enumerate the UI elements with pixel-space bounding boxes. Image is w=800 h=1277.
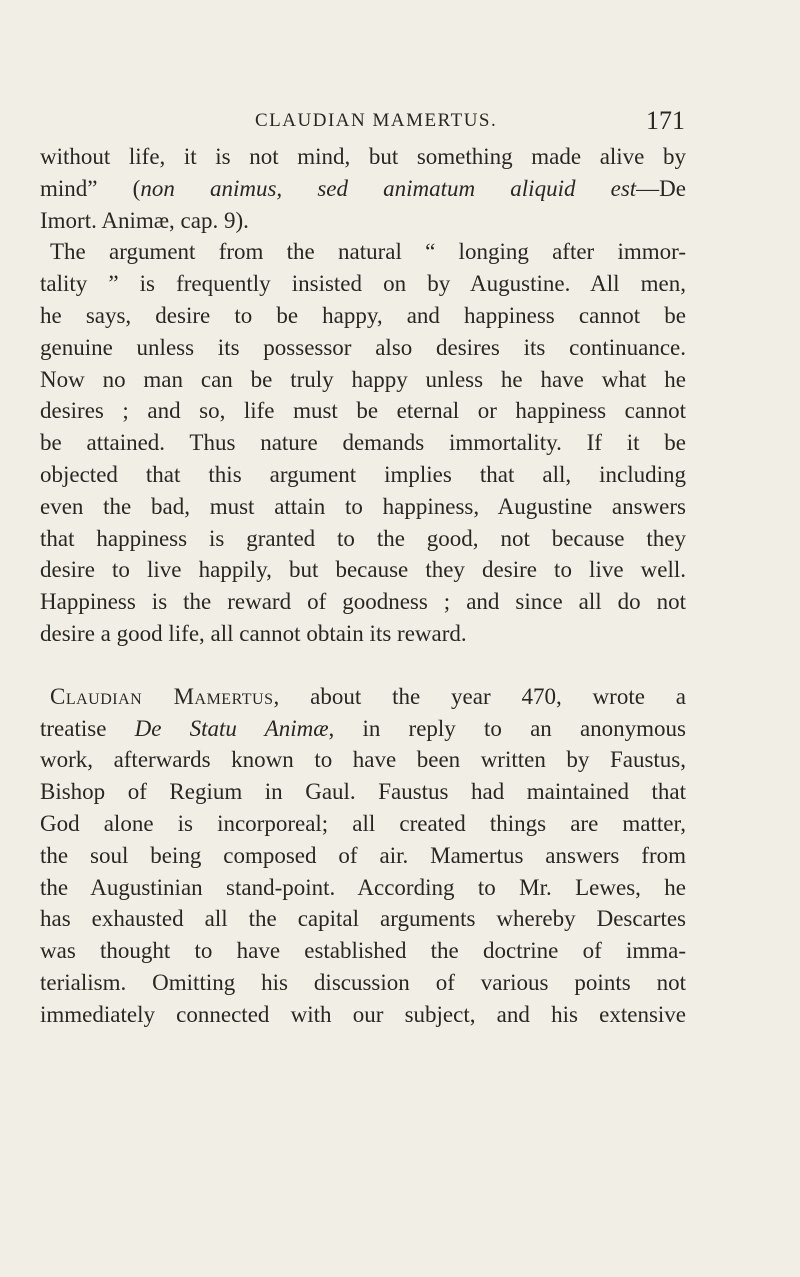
text-fragment: —De — [636, 175, 686, 201]
text-line: desires ; and so, life must be eternal or happiness cannot — [40, 398, 686, 424]
text-line — [40, 173, 686, 205]
page-number: 171 — [646, 106, 685, 135]
text-line: The argument from the natural “ longing after immor- — [50, 239, 686, 265]
text-fragment: mind” ( — [40, 175, 141, 201]
text-line: even the bad, must attain to happiness, Augustine answers — [40, 493, 686, 519]
text-line — [40, 681, 686, 713]
text-line: desire to live happily, but because they desire to live well. — [40, 557, 686, 583]
text-line: be attained. Thus nature demands immortality. If it be — [40, 430, 686, 456]
text-line: the Augustinian stand-point. According to Mr. Lewes, he — [40, 874, 686, 900]
text-line: genuine unless its possessor also desires its continuance. — [40, 334, 686, 360]
text-line: God alone is incorporeal; all created things are matter, — [40, 810, 686, 836]
text-line: he says, desire to be happy, and happiness cannot be — [40, 302, 686, 328]
text-fragment: treatise — [40, 715, 135, 741]
text-line: terialism. Omitting his discussion of various points not — [40, 969, 686, 995]
text-line: desire a good life, all cannot obtain its reward. — [40, 620, 467, 646]
text-line: tality ” is frequently insisted on by Augustine. All men, — [40, 271, 686, 297]
text-line: Now no man can be truly happy unless he have what he — [40, 366, 686, 392]
text-line: Bishop of Regium in Gaul. Faustus had maintained that — [40, 779, 686, 805]
text-line: has exhausted all the capital arguments whereby Descartes — [40, 906, 686, 932]
text-line: Imort. Animæ, cap. 9). — [40, 207, 249, 233]
text-line — [40, 713, 686, 745]
section-name: Claudian Mamertus — [50, 683, 274, 709]
running-head: CLAUDIAN MAMERTUS. — [255, 110, 498, 131]
latin-quote: non animus, sed animatum aliquid est — [140, 175, 637, 201]
text-line: without life, it is not mind, but something made alive by — [40, 144, 686, 169]
text-line: that happiness is granted to the good, not because they — [40, 525, 686, 551]
body-text — [40, 141, 686, 1031]
page-header — [255, 106, 685, 140]
treatise-title: De Statu Animæ — [134, 715, 329, 741]
text-line: objected that this argument implies that all, including — [40, 461, 686, 487]
text-line: immediately connected with our subject, and his extensive — [40, 1001, 686, 1027]
text-fragment: , about the year 470, wrote a — [273, 683, 686, 709]
text-line: work, afterwards known to have been written by Faustus, — [40, 747, 686, 773]
text-line: was thought to have established the doctrine of imma- — [40, 938, 686, 964]
text-line: Happiness is the reward of goodness ; and since all do not — [40, 589, 686, 615]
text-fragment: , in reply to an anonymous — [328, 715, 687, 741]
text-line: the soul being composed of air. Mamertus answers from — [40, 842, 686, 868]
